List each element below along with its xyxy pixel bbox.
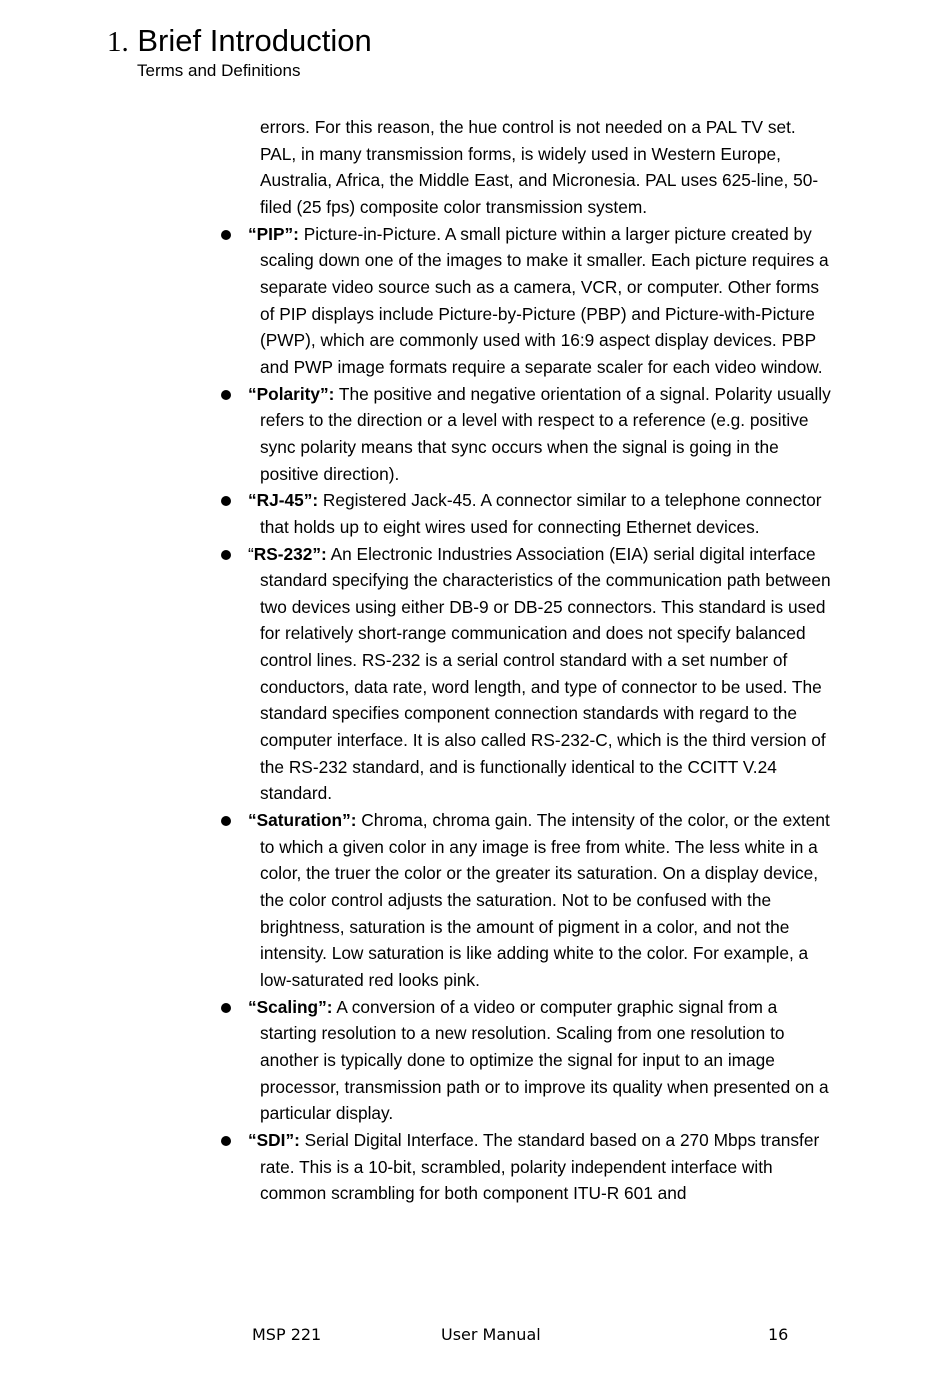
definition-item-saturation [221, 807, 836, 994]
chapter-title: Brief Introduction [137, 23, 372, 58]
definition-open-quote: “ [248, 383, 257, 404]
page-footer [0, 1325, 950, 1347]
definition-open-quote: “ [248, 1129, 257, 1150]
definition-item-sdi [221, 1127, 836, 1207]
bullet-icon [221, 496, 231, 506]
definition-text: An Electronic Industries Association (EIA) serial digital interface standard specifying the characteristics of the communication path between two devices using either DB-9 or DB-25 connectors. This standard is used for relatively short-range communication and does not specify balanced control lines. RS-232 is a serial control standard with a set number of conductors, data rate, word length, and type of connector to be used. The standard specifies component connection standards with regard to the computer interface. It is also called RS-232-C, which is the third version of the RS-232 standard, and is functionally identical to the CCITT V.24 standard. [260, 543, 831, 804]
definitions-body [221, 114, 836, 1207]
page-number: 16 [768, 1325, 789, 1344]
definition-term: RS-232”: [253, 543, 327, 564]
section-title: Terms and Definitions [137, 61, 301, 80]
bullet-icon [221, 1003, 231, 1013]
bullet-icon [221, 1136, 231, 1146]
definition-text: Serial Digital Interface. The standard based on a 270 Mbps transfer rate. This is a 10-bit, scrambled, polarity independent interface with common scrambling for both component ITU-R 601 and [260, 1129, 820, 1204]
page-header [107, 22, 372, 82]
definition-open-quote: “ [248, 490, 257, 511]
definition-text: A conversion of a video or computer graphic signal from a starting resolution to a new resolution. Scaling from one resolution to another is typically done to optimize the signal for input to an image processor, transmission path or to improve its quality when presented on a particular display. [260, 996, 829, 1124]
definition-item-rs232 [221, 541, 836, 808]
chapter-number: 1. [107, 26, 129, 58]
bullet-icon [221, 816, 231, 826]
definition-open-quote: “ [248, 223, 257, 244]
definition-item-polarity [221, 381, 836, 488]
definition-text: The positive and negative orientation of a signal. Polarity usually refers to the direction or a level with respect to a reference (e.g. positive sync polarity means that sync occurs when the signal is going in the positive direction). [260, 383, 831, 484]
chapter-heading [107, 22, 372, 61]
definition-open-quote: “ [248, 543, 254, 564]
footer-product: MSP 221 [252, 1325, 322, 1344]
definition-term: RJ-45”: [256, 490, 319, 511]
definition-text: Picture-in-Picture. A small picture within a larger picture created by scaling down one of the images to make it smaller. Each picture requires a separate video source such as a camera, VCR, or computer. Other forms of PIP displays include Picture-by-Picture (PBP) and Picture-with-Picture (PWP), which are commonly used with 16:9 aspect display devices. PBP and PWP image formats require a separate scaler for each video window. [260, 223, 829, 377]
definition-open-quote: “ [248, 810, 257, 831]
definition-item-pip [221, 221, 836, 381]
continued-paragraph: errors. For this reason, the hue control is not needed on a PAL TV set. PAL, in many transmission forms, is widely used in Western Europe, Australia, Africa, the Middle East, and Micronesia. PAL uses 625-line, 50-filed (25 fps) composite color transmission system. [260, 117, 819, 217]
definition-item-rj45 [221, 487, 836, 540]
definition-term: Scaling”: [256, 996, 333, 1017]
definition-item-scaling [221, 994, 836, 1127]
definition-text: Chroma, chroma gain. The intensity of the color, or the extent to which a given color in any image is free from white. The less white in a color, the truer the color or the greater its saturation. On a display device, the color control adjusts the saturation. Not to be confused with the brightness, saturation is the amount of pigment in a color, and not the intensity. Low saturation is like adding white to the color. For example, a low-saturated red looks pink. [260, 810, 830, 990]
bullet-icon [221, 230, 231, 240]
definition-open-quote: “ [248, 996, 257, 1017]
definition-text: Registered Jack-45. A connector similar to a telephone connector that holds up to eight wires used for connecting Ethernet devices. [260, 490, 822, 537]
definition-term: Polarity”: [256, 383, 335, 404]
definition-term: Saturation”: [256, 810, 357, 831]
bullet-icon [221, 550, 231, 560]
bullet-icon [221, 390, 231, 400]
definition-term: PIP”: [256, 223, 299, 244]
footer-doc-type: User Manual [441, 1325, 541, 1344]
definition-term: SDI”: [256, 1129, 300, 1150]
